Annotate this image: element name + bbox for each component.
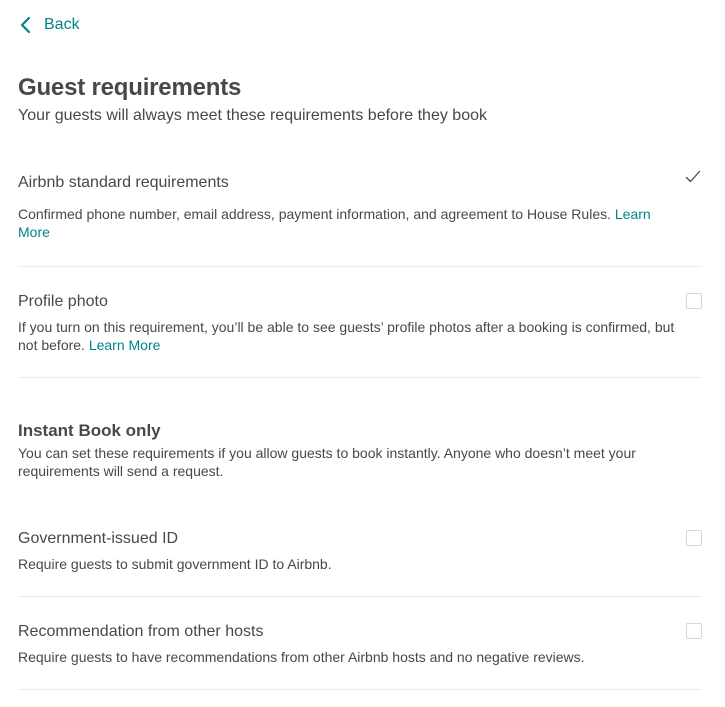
instant-book-section xyxy=(18,421,702,480)
instant-book-heading: Instant Book only xyxy=(18,421,161,440)
page-subtitle: Your guests will always meet these requirements before they book xyxy=(18,107,487,124)
page-title: Guest requirements xyxy=(18,74,242,101)
standard-requirements-row xyxy=(18,173,702,241)
back-label: Back xyxy=(44,16,80,33)
standard-requirements-title: Airbnb standard requirements xyxy=(18,174,229,191)
standard-requirements-description xyxy=(18,205,702,241)
instant-book-description: You can set these requirements if you allow guests to book instantly. Anyone who doesn’t meet your requirements will send a request. xyxy=(18,445,636,479)
chevron-left-icon xyxy=(18,14,34,36)
recommendation-row xyxy=(18,622,702,666)
standard-learn-more-link[interactable]: Learn More xyxy=(18,206,651,240)
government-id-row xyxy=(18,529,702,573)
profile-photo-checkbox[interactable] xyxy=(686,293,702,309)
profile-photo-description xyxy=(18,318,702,354)
profile-photo-learn-more-link[interactable]: Learn More xyxy=(88,337,161,353)
profile-photo-title: Profile photo xyxy=(18,293,108,310)
profile-photo-description-text: If you turn on this requirement, you’ll be able to see guests’ profile photos after a booking is confirmed, but not before. xyxy=(18,319,675,353)
government-id-checkbox[interactable] xyxy=(686,530,702,546)
divider xyxy=(18,266,702,267)
recommendation-title: Recommendation from other hosts xyxy=(18,623,264,640)
government-id-description: Require guests to submit government ID to Airbnb. xyxy=(18,556,332,572)
recommendation-checkbox[interactable] xyxy=(686,623,702,639)
back-button[interactable] xyxy=(18,14,80,36)
government-id-title: Government-issued ID xyxy=(18,530,179,547)
standard-description-text: Confirmed phone number, email address, payment information, and agreement to House Rules. xyxy=(18,206,611,222)
divider xyxy=(18,596,702,597)
divider xyxy=(18,689,702,690)
checkmark-icon xyxy=(684,168,702,186)
divider xyxy=(18,377,702,378)
recommendation-description: Require guests to have recommendations from other Airbnb hosts and no negative reviews. xyxy=(18,649,585,665)
profile-photo-row xyxy=(18,292,702,354)
